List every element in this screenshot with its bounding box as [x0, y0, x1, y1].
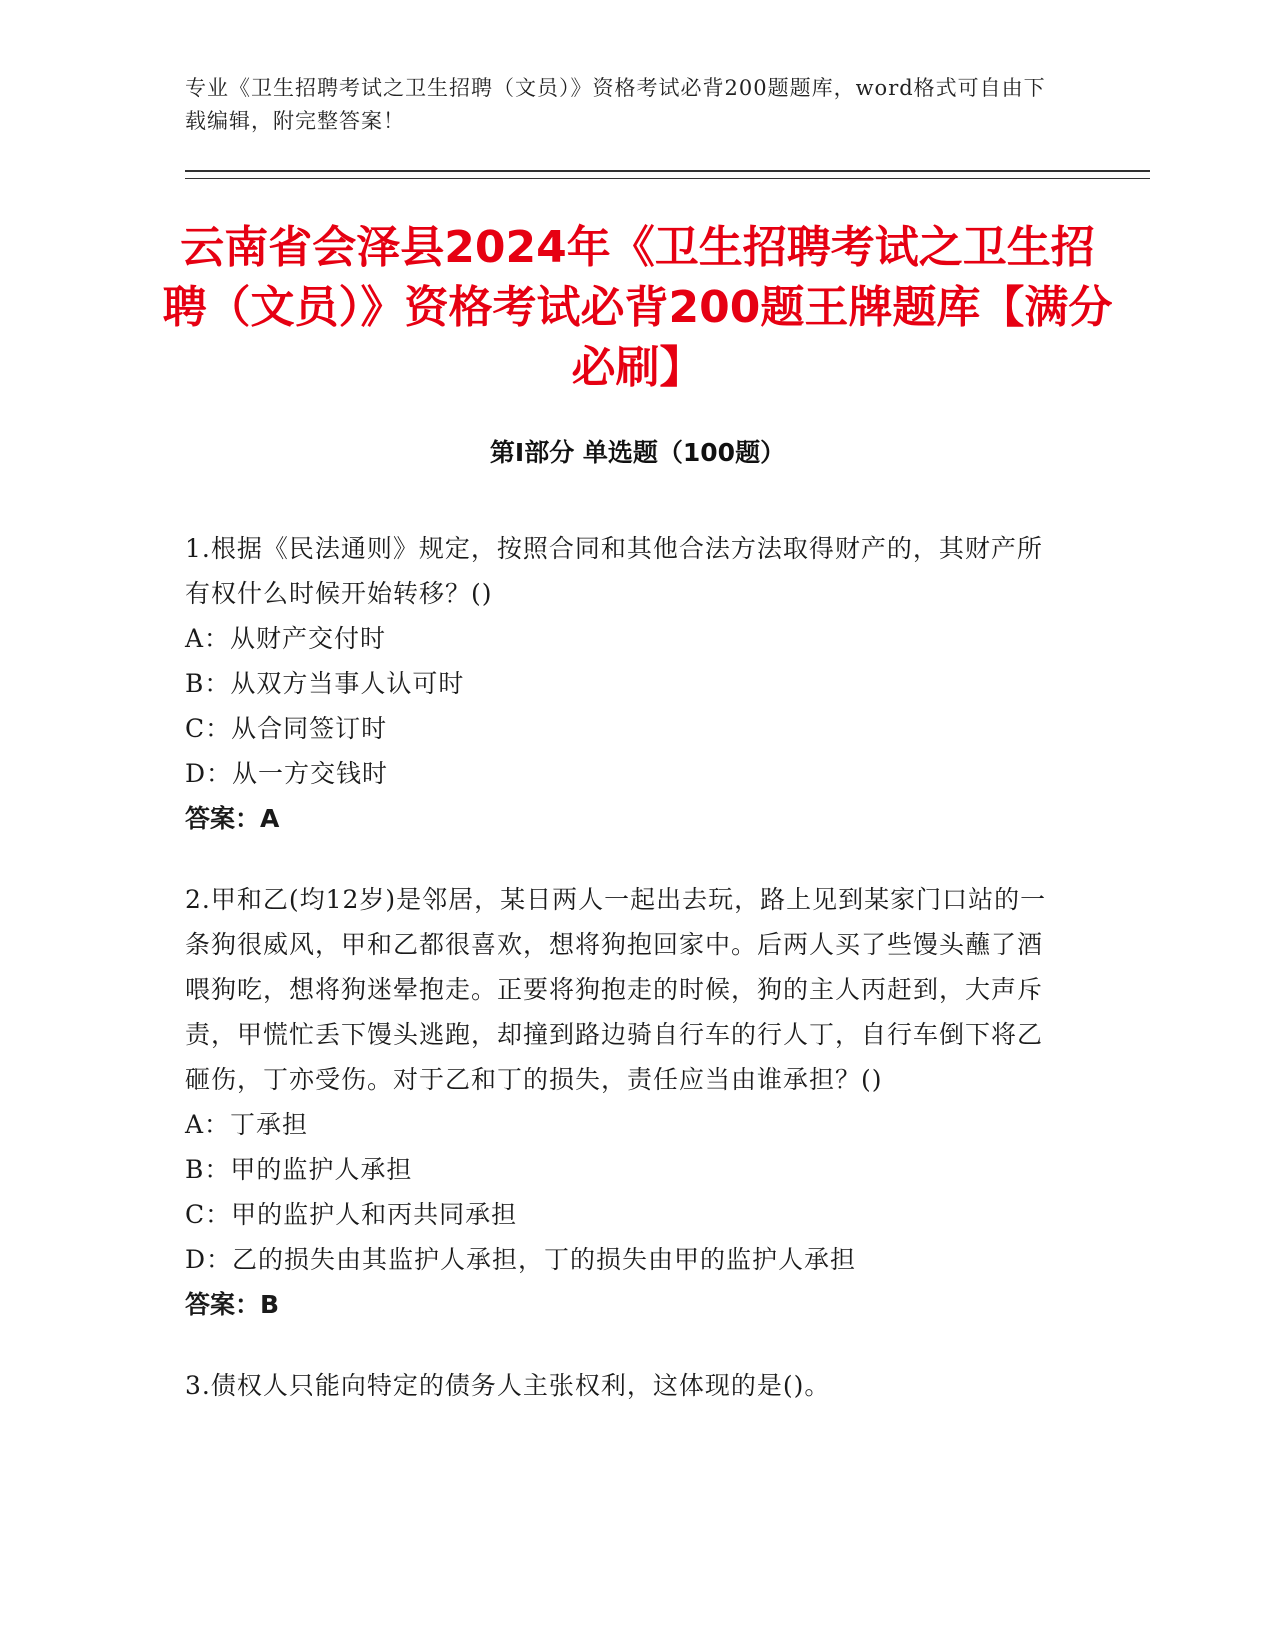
answer: 答案：A — [185, 804, 280, 833]
question-2 — [185, 877, 1065, 1327]
header-divider-thin — [185, 178, 1150, 179]
option-c: C：甲的监护人和丙共同承担 — [185, 1200, 518, 1229]
question-1 — [185, 526, 1065, 841]
question-text: 1.根据《民法通则》规定，按照合同和其他合法方法取得财产的，其财产所有权什么时候开始转移？() — [185, 534, 1043, 608]
option-d: D：乙的损失由其监护人承担，丁的损失由甲的监护人承担 — [185, 1245, 857, 1274]
section-heading: 第Ⅰ部分 单选题（100题） — [489, 438, 786, 467]
answer: 答案：B — [185, 1290, 280, 1319]
option-a: A：从财产交付时 — [185, 624, 387, 653]
option-a: A：丁承担 — [185, 1110, 309, 1139]
header-divider-thick — [185, 170, 1150, 172]
question-list — [185, 526, 1065, 1444]
option-b: B：甲的监护人承担 — [185, 1155, 413, 1184]
document-title: 云南省会泽县2024年《卫生招聘考试之卫生招聘（文员）》资格考试必背200题王牌题库【满分必刷】 — [162, 222, 1113, 393]
header-note: 专业《卫生招聘考试之卫生招聘（文员）》资格考试必背200题题库，word格式可自由下载编辑，附完整答案！ — [185, 76, 1046, 133]
option-d: D：从一方交钱时 — [185, 759, 389, 788]
question-text: 3.债权人只能向特定的债务人主张权利，这体现的是()。 — [185, 1371, 831, 1400]
question-text: 2.甲和乙(均12岁)是邻居，某日两人一起出去玩，路上见到某家门口站的一条狗很威风，甲和乙都很喜欢，想将狗抱回家中。后两人买了些馒头蘸了酒喂狗吃，想将狗迷晕抱走。正要将狗抱走的时候，狗的主人丙赶到，大声斥责，甲慌忙丢下馒头逃跑，却撞到路边骑自行车的行人丁，自行车倒下将乙砸伤，丁亦受伤。对于乙和丁的损失，责任应当由谁承担？() — [185, 885, 1047, 1094]
option-b: B：从双方当事人认可时 — [185, 669, 465, 698]
question-3 — [185, 1363, 1065, 1408]
option-c: C：从合同签订时 — [185, 714, 388, 743]
